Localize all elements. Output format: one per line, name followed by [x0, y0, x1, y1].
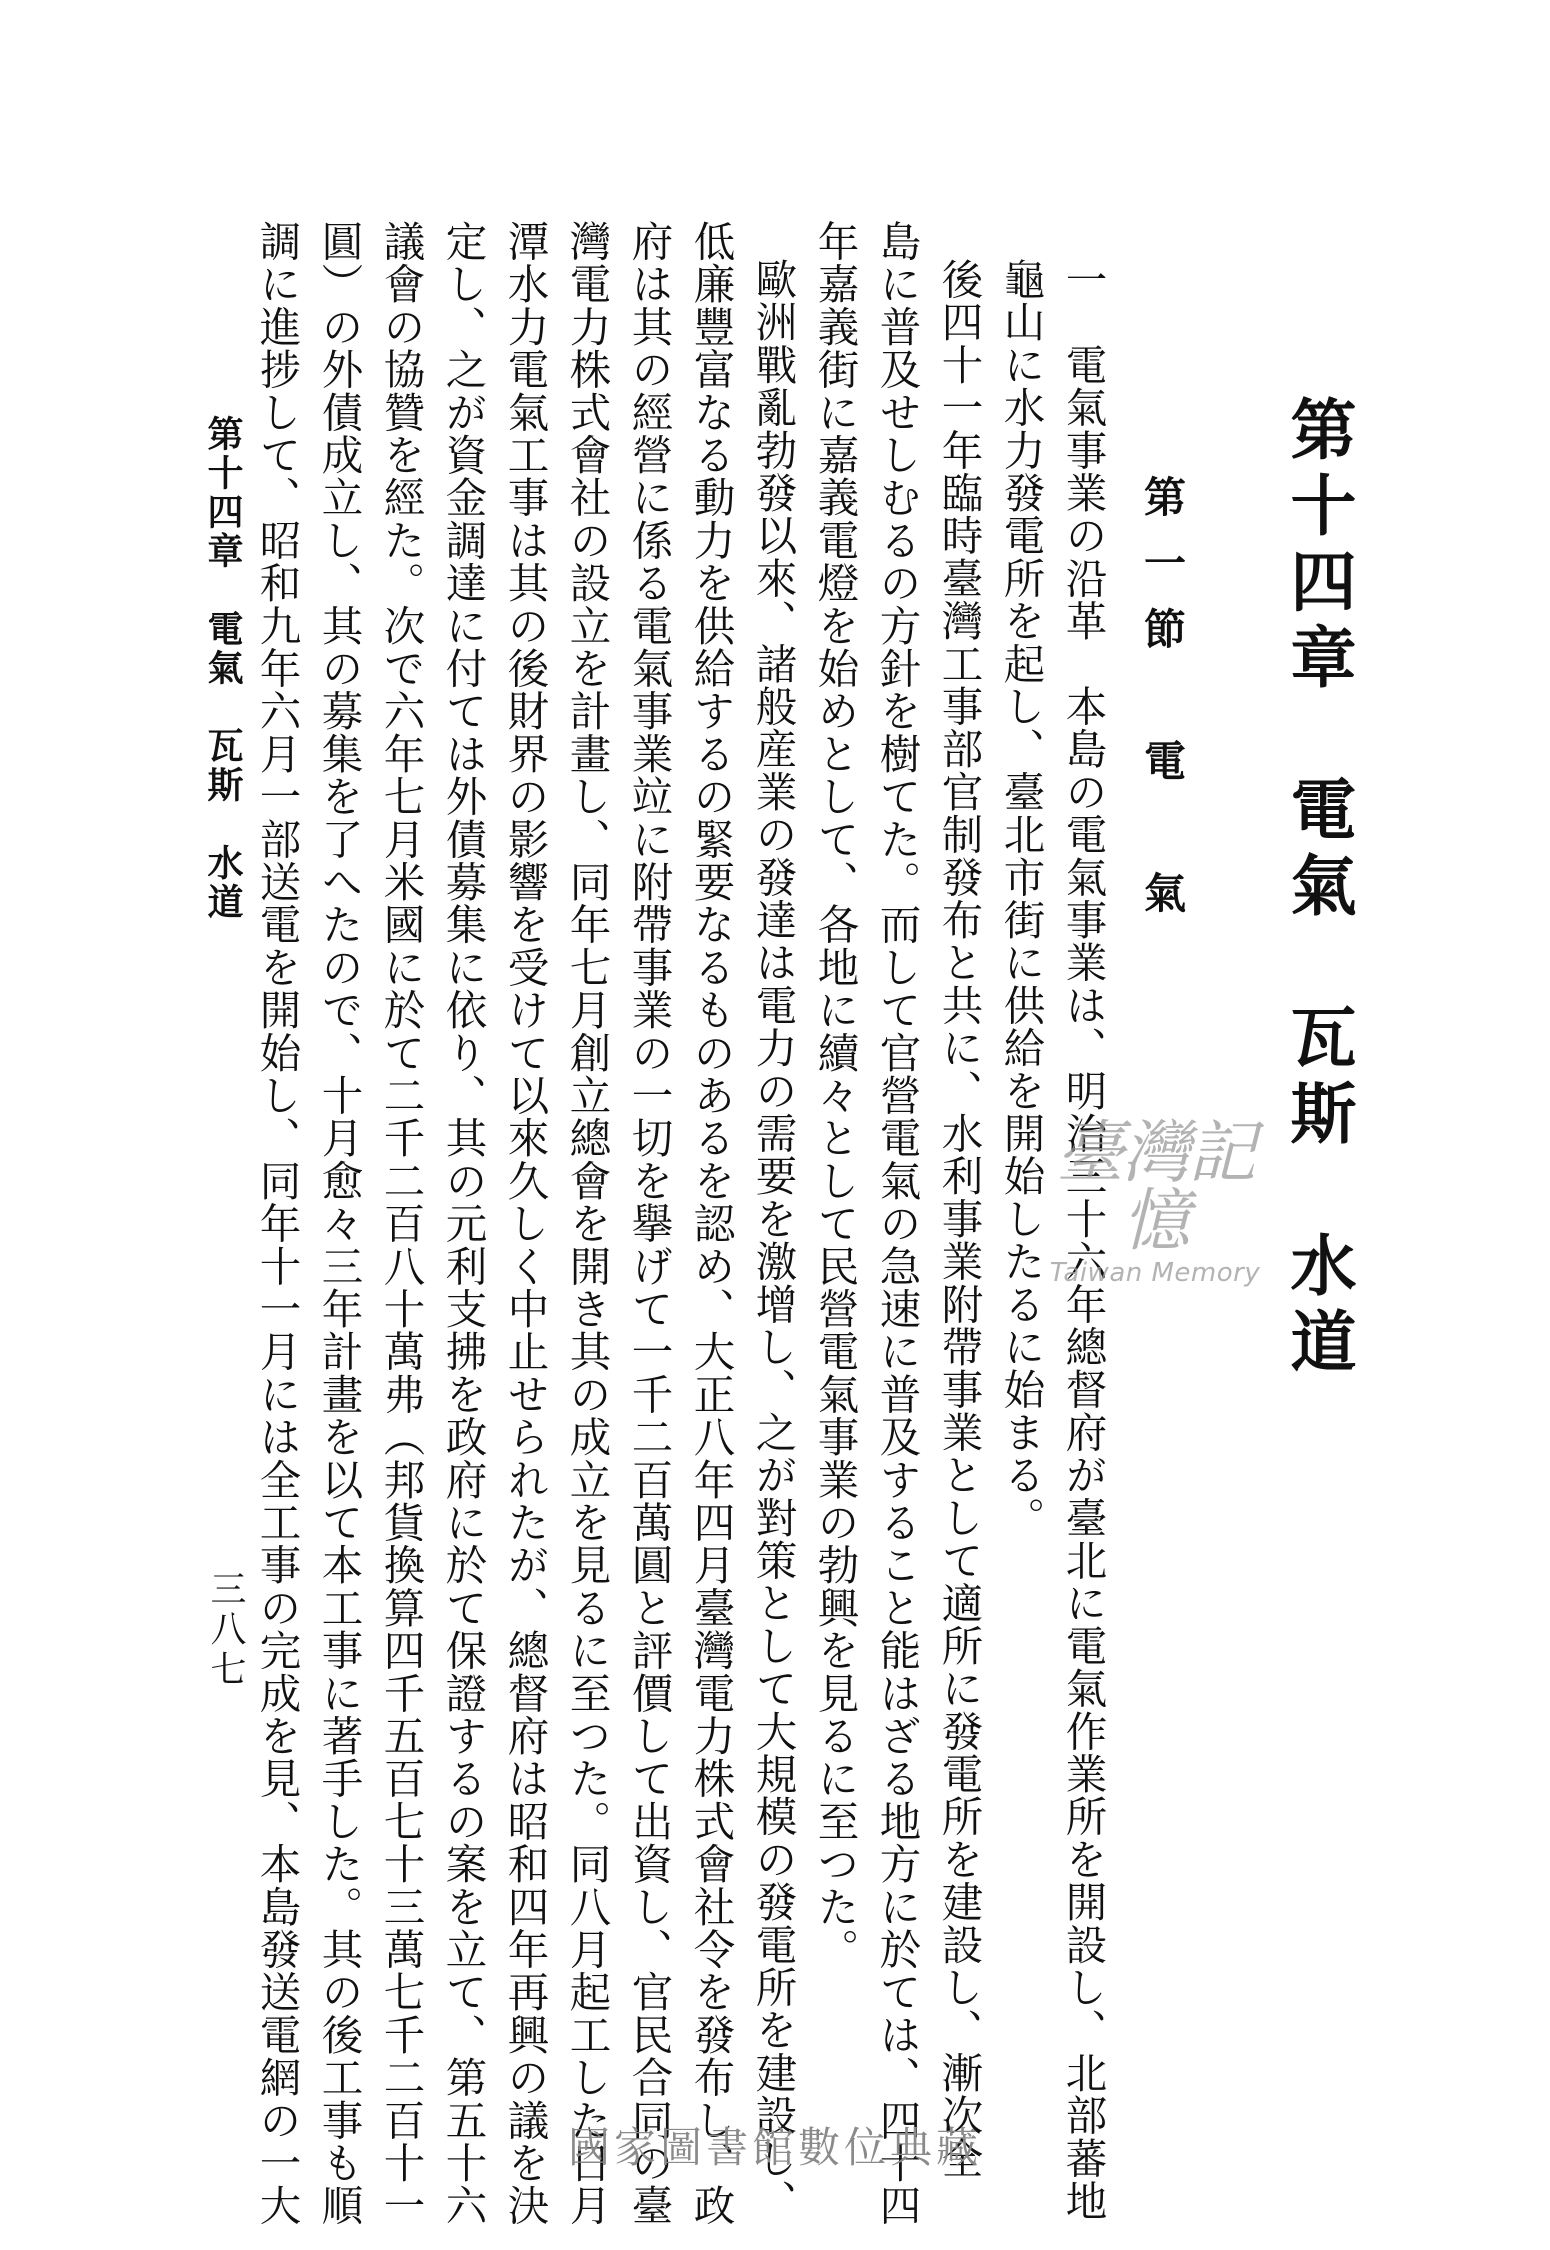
- body-line: 歐洲戰亂勃發以來、諸般産業の發達は電力の需要を激增し、之が對策として大規模の發電所を建設し、: [748, 258, 798, 2223]
- body-line: 後四十一年臨時臺灣工事部官制發布と共に、水利事業附帶事業として適所に發電所を建設し、漸次全: [934, 258, 984, 2180]
- body-line: 島に普及せしむるの方針を樹てた。而して官營電氣の急速に普及すること能はざる地方に於ては、四十四: [872, 220, 922, 2227]
- running-head: 第十四章 電氣 瓦斯 水道: [202, 415, 244, 922]
- body-line: 年嘉義街に嘉義電燈を始めとして、各地に續々として民營電氣事業の勃興を見るに至つた。: [810, 220, 860, 1971]
- watermark-logo: [1035, 1114, 1275, 1288]
- watermark-english: Taiwan Memory: [1049, 1258, 1261, 1288]
- page-number: 三八七: [205, 1570, 246, 1690]
- body-line: 一 電氣事業の沿革 本島の電氣事業は、明治三十六年總督府が臺北に電氣作業所を開設し、北部蕃地: [1058, 258, 1108, 2223]
- body-line: 圓）の外債成立し、其の募集を了へたので、十月愈々三年計畫を以て本工事に著手した。其の後工事も順: [314, 220, 364, 2227]
- section-title: 第一節 電 氣: [1138, 475, 1187, 937]
- body-line: 調に進捗して、昭和九年六月一部送電を開始し、同年十一月には全工事の完成を見、本島發送電網の一大: [252, 220, 302, 2227]
- watermark-chinese: 臺灣記憶: [1055, 1114, 1254, 1261]
- body-line: 定し、之が資金調達に付ては外債募集に依り、其の元利支拂を政府に於て保證するの案を立て、第五十六: [438, 220, 488, 2227]
- body-line: 灣電力株式會社の設立を計畫し、同年七月創立總會を開き其の成立を見るに至つた。同八月起工した日月: [562, 220, 612, 2227]
- body-line: 龜山に水力發電所を起し、臺北市街に供給を開始したるに始まる。: [996, 258, 1046, 1539]
- footer-credit: 國家圖書館數位典藏: [567, 2123, 982, 2172]
- body-line: 府は其の經營に係る電氣事業竝に附帶事業の一切を擧げて一千二百萬圓と評價して出資し、官民合同の臺: [624, 220, 674, 2227]
- body-line: 議會の協贊を經た。次で六年七月米國に於て二千二百八十萬弗（邦貨換算四千五百七十三萬七千二百十一: [376, 220, 426, 2227]
- chapter-title: 第十四章 電氣 瓦斯 水道: [1279, 395, 1356, 1383]
- body-line: 低廉豐富なる動力を供給するの緊要なるものあるを認め、大正八年四月臺灣電力株式會社令を發布し、政: [686, 220, 736, 2227]
- body-line: 潭水力電氣工事は其の後財界の影響を受けて以來久しく中止せられたが、總督府は昭和四年再興の議を決: [500, 220, 550, 2227]
